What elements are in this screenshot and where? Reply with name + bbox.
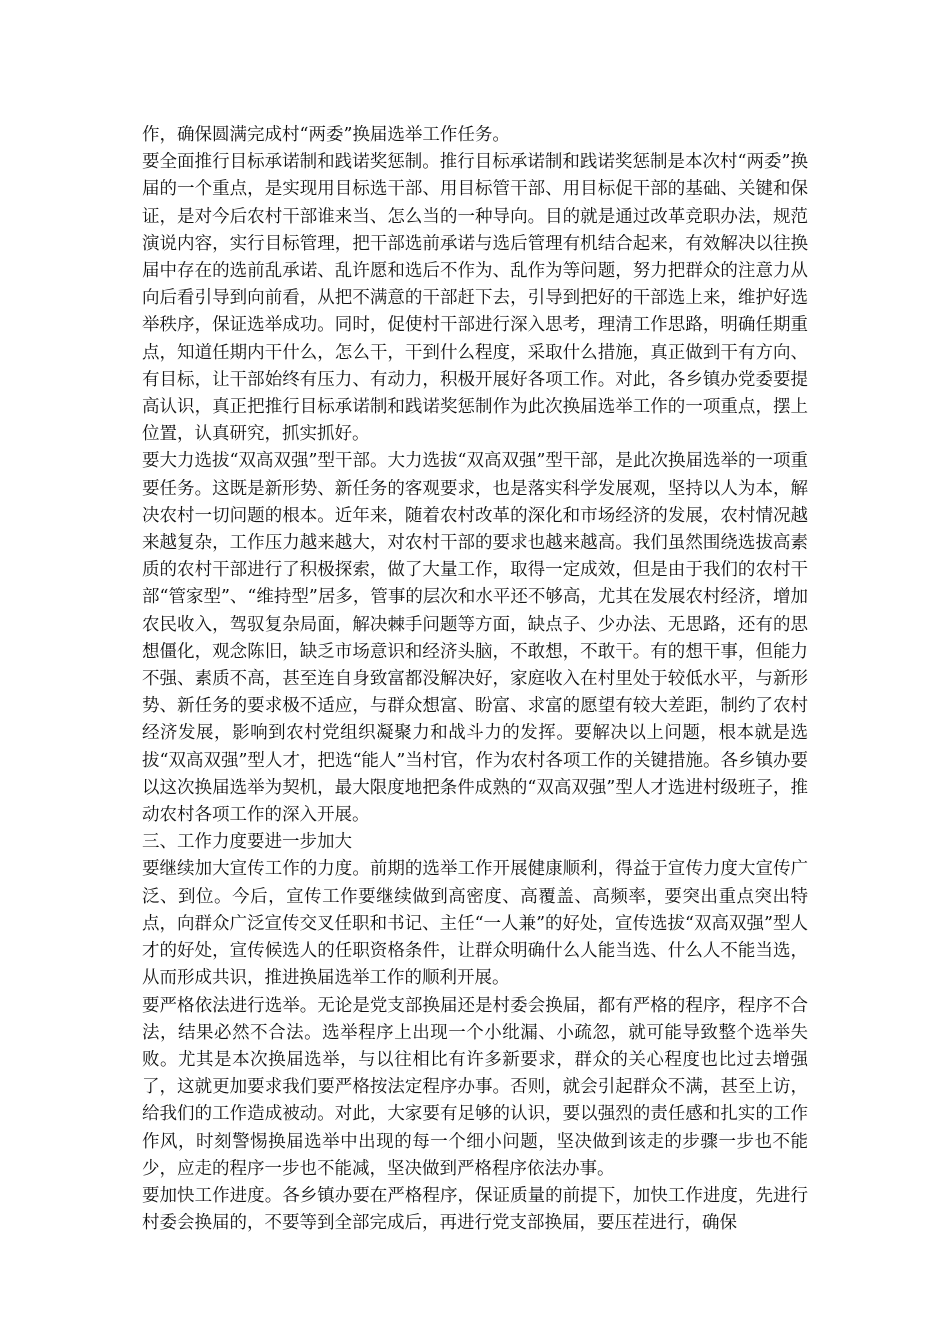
paragraph-lawful-election: 要严格依法进行选举。无论是党支部换届还是村委会换届，都有严格的程序，程序不合法，结果必然不合法。选举程序上出现一个小纰漏、小疏忽，就可能导致整个选举失败。尤其是本次换届选举，与以往相比有许多新要求，群众的关心程度也比过去增强了，这就更加要求我们要严格按法定程序办事。否则，就会引起群众不满，甚至上访，给我们的工作造成被动。对此，大家要有足够的认识，要以强烈的责任感和扎实的工作作风，时刻警惕换届选举中出现的每一个细小问题，坚决做到该走的步骤一步也不能少，应走的程序一步也不能减，坚决做到严格程序依法办事。 [142, 995, 808, 1179]
paragraph-continuation: 作，确保圆满完成村“两委”换届选举工作任务。 [142, 125, 510, 145]
document-body [142, 122, 808, 1237]
paragraph-publicity: 要继续加大宣传工作的力度。前期的选举工作开展健康顺利，得益于宣传力度大宣传广泛、到位。今后，宣传工作要继续做到高密度、高覆盖、高频率，要突出重点突出特点，向群众广泛宣传交叉任职和书记、主任“一人兼”的好处，宣传选拔“双高双强”型人才的好处，宣传候选人的任职资格条件，让群众明确什么人能当选、什么人不能当选，从而形成共识，推进换届选举工作的顺利开展。 [142, 859, 808, 989]
paragraph-progress: 要加快工作进度。各乡镇办要在严格程序，保证质量的前提下，加快工作进度，先进行村委会换届的，不要等到全部完成后，再进行党支部换届，要压茬进行，确保 [142, 1185, 808, 1234]
section-heading: 三、工作力度要进一步加大 [142, 832, 352, 853]
paragraph-double-high-cadres: 要大力选拔“双高双强”型干部。大力选拔“双高双强”型干部，是此次换届选举的一项重要任务。这既是新形势、新任务的客观要求，也是落实科学发展观，坚持以人为本，解决农村一切问题的根本。近年来，随着农村改革的深化和市场经济的发展，农村情况越来越复杂，工作压力越来越大，对农村干部的要求也越来越高。我们虽然围绕选拔高素质的农村干部进行了积极探索，做了大量工作，取得一定成效，但是由于我们的农村干部“管家型”、“维持型”居多，管事的层次和水平还不够高，尤其在发展农村经济，增加农民收入，驾驭复杂局面，解决棘手问题等方面，缺点子、少办法、无思路，还有的思想僵化，观念陈旧，缺乏市场意识和经济头脑，不敢想，不敢干。有的想干事，但能力不强、素质不高，甚至连自身致富都没解决好，家庭收入在村里处于较低水平，与新形势、新任务的要求极不适应，与群众想富、盼富、求富的愿望有较大差距，制约了农村经济发展，影响到农村党组织凝聚力和战斗力的发挥。要解决以上问题，根本就是选拔“双高双强”型人才，把选“能人”当村官，作为农村各项工作的关键措施。各乡镇办要以这次换届选举为契机，最大限度地把条件成熟的“双高双强”型人才选进村级班子，推动农村各项工作的深入开展。 [142, 451, 808, 826]
paragraph-target-commitment: 要全面推行目标承诺制和践诺奖惩制。推行目标承诺制和践诺奖惩制是本次村“两委”换届的一个重点，是实现用目标选干部、用目标管干部、用目标促干部的基础、关键和保证，是对今后农村干部谁来当、怎么当的一种导向。目的就是通过改革竞职办法，规范演说内容，实行目标管理，把干部选前承诺与选后管理有机结合起来，有效解决以往换届中存在的选前乱承诺、乱许愿和选后不作为、乱作为等问题，努力把群众的注意力从向后看引导到向前看，从把不满意的干部赶下去，引导到把好的干部选上来，维护好选举秩序，保证选举成功。同时，促使村干部进行深入思考，理清工作思路，明确任期重点，知道任期内干什么，怎么干，干到什么程度，采取什么措施，真正做到干有方向、有目标，让干部始终有压力、有动力，积极开展好各项工作。对此，各乡镇办党委要提高认识，真正把推行目标承诺制和践诺奖惩制作为此次换届选举工作的一项重点，摆上位置，认真研究，抓实抓好。 [142, 152, 808, 445]
